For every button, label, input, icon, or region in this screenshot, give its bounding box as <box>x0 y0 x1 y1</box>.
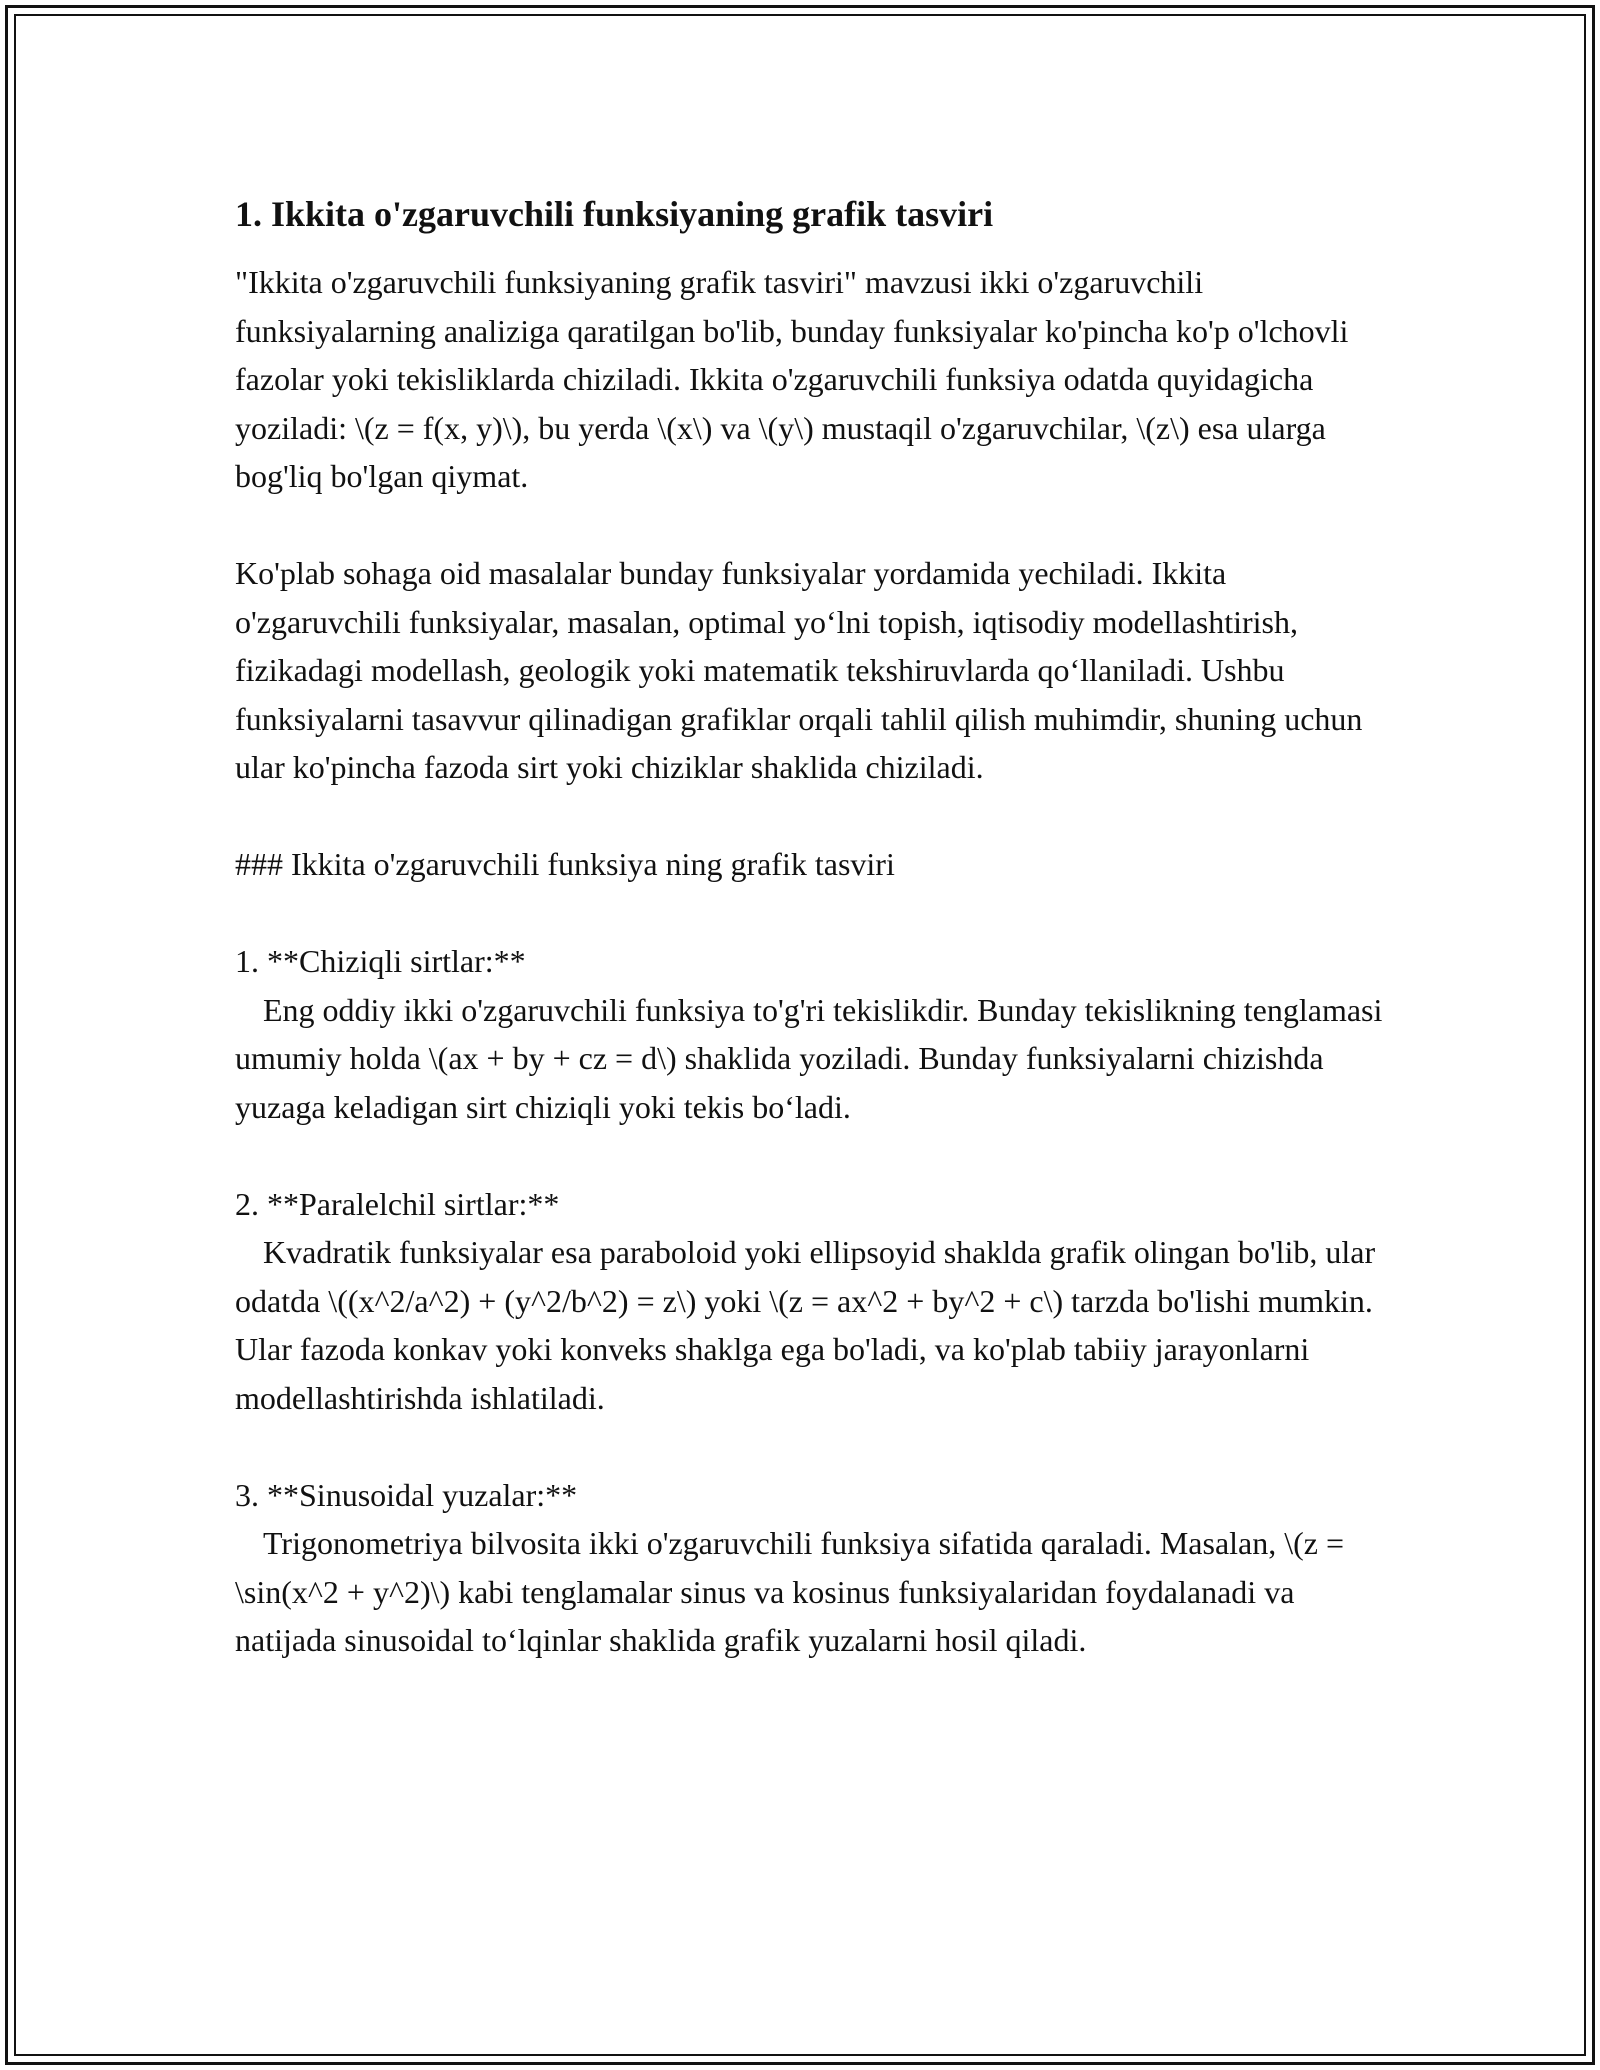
list-item-heading: 3. **Sinusoidal yuzalar:** <box>235 1476 578 1513</box>
document-body <box>235 188 1385 1665</box>
paragraph-gap <box>235 792 1385 841</box>
paragraph-intro: "Ikkita o'zgaruvchili funksiyaning grafik tasviri" mavzusi ikki o'zgaruvchili funksiyalarning analiziga qaratilgan bo'lib, bunday funksiyalar ko'pincha ko'p o'lchovli fazolar yoki tekisliklarda chiziladi. Ikkita o'zgaruvchili funksiya odatda quyidagicha yoziladi: \(z = f(x, y)\), bu yerda \(x\) va \(y\) mustaqil o'zgaruvchilar, \(z\) esa ularga bog'liq bo'lgan qiymat. <box>235 264 1357 494</box>
paragraph-gap <box>235 501 1385 550</box>
subheading: ### Ikkita o'zgaruvchili funksiya ning grafik tasviri <box>235 846 895 882</box>
list-item <box>235 1471 1385 1665</box>
document-title: 1. Ikkita o'zgaruvchili funksiyaning grafik tasviri <box>235 194 994 234</box>
list-item-body: Trigonometriya bilvosita ikki o'zgaruvchili funksiya sifatida qaraladi. Masalan, \(z = \sin(x^2 + y^2)\) kabi tenglamalar sinus va kosinus funksiyalaridan foydalanadi va natijada sinusoidal to‘lqinlar shaklida grafik yuzalarni hosil qiladi. <box>235 1525 1345 1658</box>
paragraph-applications: Ko'plab sohaga oid masalalar bunday funksiyalar yordamida yechiladi. Ikkita o'zgaruvchili funksiyalar, masalan, optimal yo‘lni topish, iqtisodiy modellashtirish, fizikadagi modellash, geologik yoki matematik tekshiruvlarda qo‘llaniladi. Ushbu funksiyalarni tasavvur qilinadigan grafiklar orqali tahlil qilish muhimdir, shuning uchun ular ko'pincha fazoda sirt yoki chiziklar shaklida chiziladi. <box>235 555 1371 785</box>
list-item-heading: 2. **Paralelchil sirtlar:** <box>235 1185 560 1222</box>
list-item <box>235 1180 1385 1423</box>
list-item-body: Eng oddiy ikki o'zgaruvchili funksiya to'g'ri tekislikdir. Bunday tekislikning tenglamasi umumiy holda \(ax + by + cz = d\) shaklida yoziladi. Bunday funksiyalarni chizishda yuzaga keladigan sirt chiziqli yoki tekis bo‘ladi. <box>235 991 1383 1125</box>
paragraph-gap <box>235 1131 1385 1180</box>
list-item-body: Kvadratik funksiyalar esa paraboloid yoki ellipsoyid shaklda grafik olingan bo'lib, ular odatda \((x^2/a^2) + (y^2/b^2) = z\) yoki \(z = ax^2 + by^2 + c\) tarzda bo'lishi mumkin. Ular fazoda konkav yoki konveks shaklga ega bo'ladi, va ko'plab tabiiy jarayonlarni modellashtirishda ishlatiladi. <box>235 1234 1376 1416</box>
paragraph-gap <box>235 889 1385 938</box>
paragraph-gap <box>235 1422 1385 1471</box>
list-item-heading: 1. **Chiziqli sirtlar:** <box>235 943 526 979</box>
list-item <box>235 937 1385 1131</box>
